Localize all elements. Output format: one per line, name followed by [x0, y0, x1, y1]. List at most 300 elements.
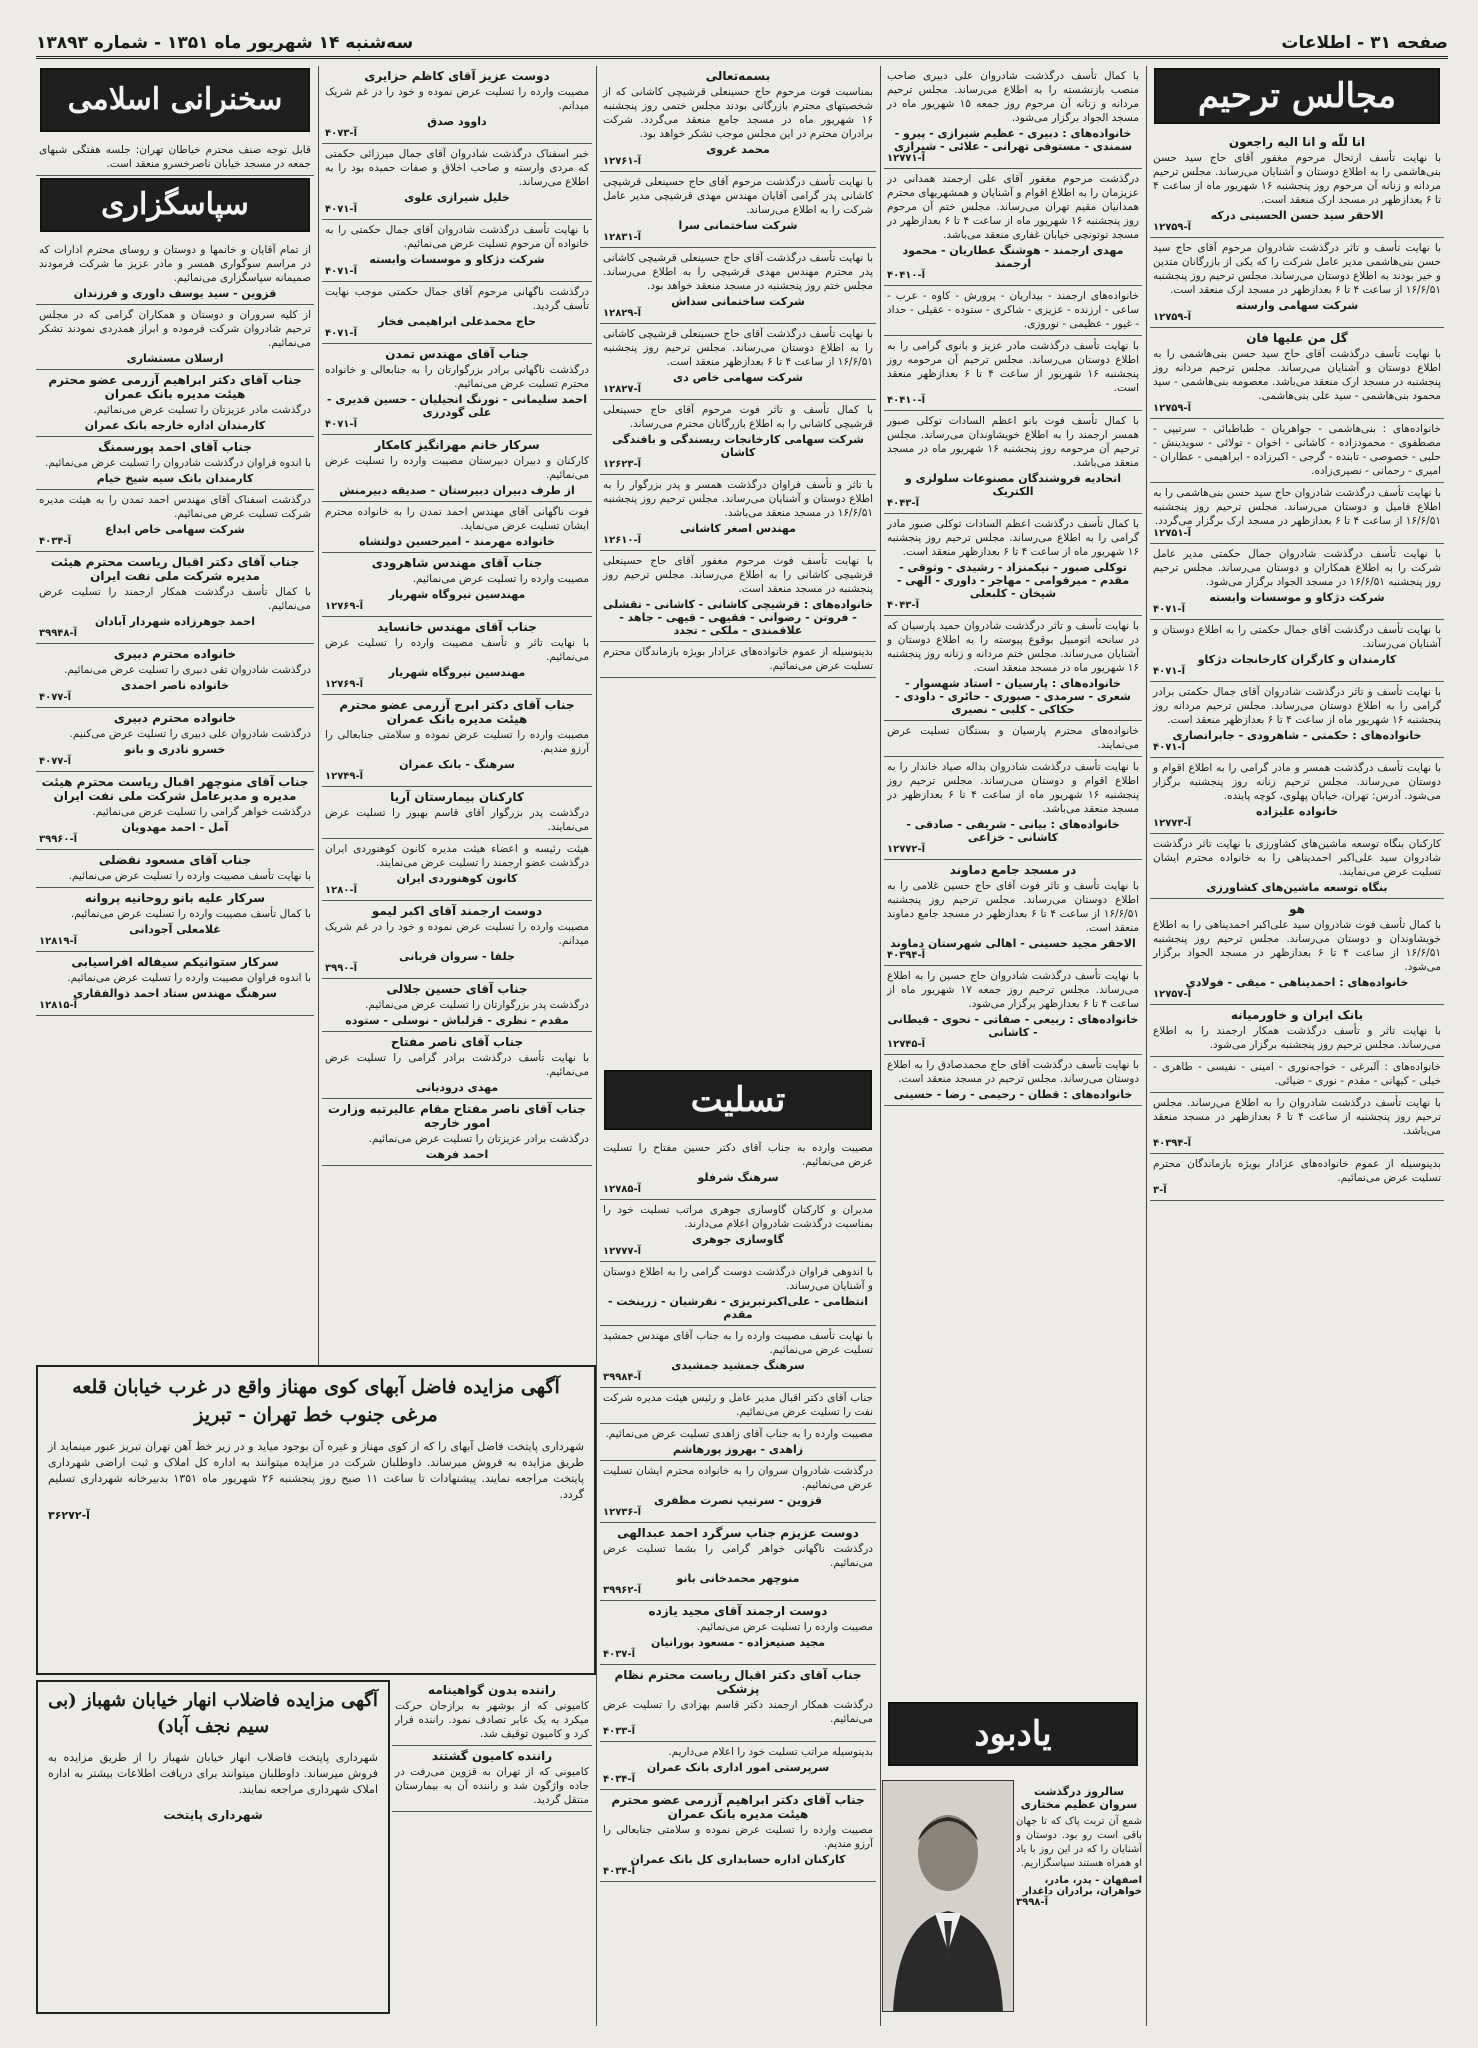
notice-signature: سرپرستی امور اداری بانک عمران	[646, 1761, 830, 1774]
notice-code: آ-۴۰۴۳	[887, 600, 919, 611]
notice-entry	[600, 551, 876, 642]
notice-code: آ-۱۲۷۵۷	[1153, 989, 1192, 1000]
notice-body: مصیبت وارده به جناب آقای دکتر حسین مفتاح را تسلیت عرض می‌نمائیم.	[603, 1142, 873, 1168]
notice-body: با نهایت تأسف درگذشت همسر و مادر گرامی را به اطلاع اقوام و دوستان می‌رساند. مجلس ترحیم زنانه روز پنجشنبه برگزار می‌شود. آدرس: تهران، خیابان پهلوی، کوچه پاینده.	[1153, 762, 1441, 802]
notice-body: درگذشت ناگهانی خواهر گرامی را بشما تسلیت عرض می‌نمائیم.	[603, 1543, 873, 1569]
notice-code: آ-۴۰۷۱	[1153, 666, 1185, 677]
notice-body: مصیبت وارده را تسلیت عرض نموده و خود را در غم شریک میدانم.	[325, 86, 589, 112]
notice-code: آ-۴۰۳۹۴	[887, 950, 926, 961]
notice-body: با کمال تأسف مصیبت وارده را تسلیت عرض می‌نمائیم.	[70, 908, 311, 920]
notice-body: قابل توجه صنف محترم خیاطان تهران: جلسه هفتگی شبهای جمعه در مسجد خیابان ناصرخسرو منعقد است.	[39, 144, 311, 170]
notice-entry	[322, 502, 592, 553]
notice-entry	[1150, 620, 1444, 682]
notice-code: آ-۱۲۷۵۹	[1153, 222, 1192, 233]
notice-code: آ-۱۲۷۶۹	[325, 601, 364, 612]
notice-body: درگذشت شادروان علی دبیری را تسلیت عرض می‌کنیم.	[69, 728, 311, 740]
notice-signature: مهدی ارجمند - هوشنگ عطاریان - محمود ارجمند	[902, 244, 1124, 270]
notice-signature: از طرف دبیران دبیرستان - صدیقه دبیرمنش	[339, 484, 575, 497]
news-item	[392, 1746, 592, 1812]
notice-body: با نهایت تأسف درگذشت مرحوم آقای حاج حسینعلی قرشیچی کاشانی پدر گرامی آقایان مهندس مهدی قرشیچی مدیر عامل شرکت را به اطلاع می‌رساند.	[603, 176, 873, 216]
notice-entry	[1150, 483, 1444, 544]
notice-body: درگذشت اسفناک آقای مهندس احمد تمدن را به هیئت مدیره شرکت تسلیت عرض می‌نمائیم.	[39, 494, 311, 520]
notice-entry	[1150, 834, 1444, 899]
notice-heading: جناب آقای حسین جلالی	[386, 982, 528, 996]
notice-body: هیئت رئیسه و اعضاء هیئت مدیره کانون کوهنوردی ایران درگذشت عضو ارجمند را تسلیت عرض می‌نمایند.	[325, 843, 589, 869]
news-body: کامیونی که از بوشهر به برازجان حرکت میکرد به یک عابر تصادف نمود. راننده فرار کرد و کامیون توقیف شد.	[395, 1700, 589, 1740]
notice-body: مصیبت وارده را تسلیت عرض نموده و سلامتی جنابعالی را آرزو مندیم.	[603, 1824, 873, 1850]
notice-signature: اتحادیه فروشندگان مصنوعات سلولزی و الکتریک	[904, 472, 1121, 498]
notice-signature: آمل - احمد مهدویان	[121, 821, 229, 834]
notice-body: درگذشت پدر بزرگوار آقای قاسم بهبور را تسلیت عرض می‌نمایند.	[325, 807, 589, 833]
notice-code: آ-۴۰۷۱	[325, 266, 357, 277]
notice-signature: قزوین - سرتیپ نصرت مظفری	[654, 1494, 822, 1507]
memorial-portrait	[882, 1780, 1014, 2012]
notice-heading: بانک ایران و خاورمیانه	[1230, 1008, 1364, 1022]
notice-signature: شرکت سهامی کارخانجات ریسندگی و بافندگی کاشان	[612, 433, 864, 459]
notice-entry	[1150, 1093, 1444, 1154]
notice-signature: شرکت ساختمانی سداش	[671, 295, 805, 308]
notice-signature: خانواده‌های : بیانی - شریفی - صادقی - کاشانی - خزاعی	[906, 818, 1120, 844]
notice-code: آ-۳	[1153, 1185, 1167, 1196]
notice-entry	[36, 370, 314, 437]
news-heading: راننده بدون گواهینامه	[428, 1683, 556, 1697]
column-rule	[880, 66, 881, 2026]
notice-code: آ-۱۲۷۷۳	[1153, 818, 1192, 829]
notice-entry	[1150, 758, 1444, 834]
notice-entry	[1150, 682, 1444, 758]
notice-entry	[322, 617, 592, 695]
notice-signature: خانواده‌های : احمدیناهی - میقی - فولادی	[1185, 976, 1409, 989]
notice-heading: جناب آقای مسعود نقضلی	[98, 853, 252, 867]
notice-body: با نهایت تأسف درگذشت شادروان حاج سید حسن بنی‌هاشمی را به اطلاع فامیل و دوستان می‌رساند. مجلس ترحیم روز پنجشنبه ۱۶/۶/۵۱ از ساعت ۴ تا ۶ بعدازظهر در مسجد ارک برگزار می‌گردد.	[1153, 487, 1441, 527]
notice-entry	[322, 220, 592, 282]
notice-body: با نهایت تاثر و تأسف مصیبت وارده را تسلیت عرض می‌نمائیم.	[325, 637, 589, 663]
notice-code: آ-۱۲۷۵۹	[1153, 403, 1192, 414]
notice-code: آ-۱۲۷۷۷	[603, 1246, 642, 1257]
notice-heading: سرکار ستوانیکم سیفاله افراسیابی	[71, 955, 279, 969]
notice-code: آ-۱۲۷۷۱	[887, 153, 926, 164]
notice-code: آ-۴۰۴۱۰	[887, 395, 926, 406]
notice-code: آ-۴۰۳۹۴	[1153, 1138, 1192, 1149]
notice-code: آ-۴۰۷۳	[325, 128, 357, 139]
notice-heading: خانواده محترم دبیری	[113, 647, 237, 661]
section-banner-majales: مجالس ترحیم	[1154, 68, 1440, 124]
notice-signature: توکلی صبور - نیکمنزاد - رشیدی - وثوقی - مقدم - میرقوامی - مهاجر - داوری - الهی - شیخان - کلبعلی	[896, 561, 1130, 600]
notice-entry	[1150, 899, 1444, 1005]
notice-signature: سرهنگ - بانک عمران	[399, 758, 515, 771]
news-body: کامیونی که از تهران به قزوین می‌رفت در جاده واژگون شد و راننده آن به بیمارستان منتقل گردید.	[395, 1766, 589, 1806]
notice-code: آ-۴۰۷۱	[1153, 604, 1185, 615]
notice-entry	[322, 66, 592, 144]
notice-heading: جناب آقای دکتر ابراهیم آزرمی عضو محترم هیئت مدیره بانک عمران	[611, 1793, 865, 1821]
notice-body: از تمام آقایان و خانمها و دوستان و روسای محترم ادارات که در مراسم سوگواری همسر و مادر عزیز ما شرکت فرمودند صمیمانه سپاسگزاری می‌نمائیم.	[39, 244, 311, 284]
notice-code: آ-۳۹۹۶۲	[603, 1585, 642, 1596]
notice-signature: خانواده علیزاده	[1255, 805, 1339, 818]
notice-code: آ-۳۹۹۴۸	[39, 628, 78, 639]
notice-entry	[36, 140, 314, 176]
section-banner-sokhanrani: سخنرانی اسلامی	[40, 68, 310, 132]
notice-code: آ-۱۲۷۸۵	[603, 1184, 642, 1195]
notice-heading: جناب آقای دکتر اقبال ریاست محترم نظام پزشکی	[614, 1668, 862, 1696]
notice-code: آ-۱۲۷۵۱	[1153, 528, 1192, 539]
notice-signature: خلیل شیرازی علوی	[404, 191, 510, 204]
notice-heading: جناب آقای مهندس خانساید	[377, 620, 537, 634]
notice-body: با نهایت تأسف درگذشت آقای حاج سید حسن بنی‌هاشمی را به اطلاع دوستان و آشنایان می‌رساند. مجلس ترحیم مردانه روز پنجشنبه در مسجد ارک منعقد می‌باشد. معصومه بنی‌هاشمی - سید محمود بنی‌هاشمی - سید علی بنی‌هاشمی.	[1153, 348, 1441, 402]
notice-code: آ-۱۲۸۰	[325, 885, 357, 896]
notice-body: مصیبت وارده را تسلیت عرض می‌نمائیم.	[412, 573, 589, 585]
notice-entry	[322, 787, 592, 839]
notice-code: آ-۱۲۸۳۱	[603, 232, 642, 243]
memorial-name: سالروز درگذشت سروان عظیم مختاری	[1020, 1785, 1138, 1811]
notice-signature: شرکت دژکاو و موسسات وابسته	[1209, 591, 1385, 604]
notice-entry	[884, 336, 1142, 411]
notice-entry	[36, 644, 314, 708]
notice-body: کارکنان بنگاه توسعه ماشین‌های کشاورزی با نهایت تاثر درگذشت شادروان سید علی‌اکبر احمدیناهی را به خانواده محترم ایشان تسلیت عرض می‌نمایند.	[1153, 838, 1441, 878]
column-rule	[1146, 66, 1147, 2026]
notice-code: آ-۱۲۷۳۶	[603, 1507, 642, 1518]
notice-signature: خانواده‌های : قطان - رحیمی - رضا - حسینی	[893, 1088, 1133, 1101]
notice-entry	[600, 1461, 876, 1523]
notice-entry	[1150, 132, 1444, 238]
auction-2-sign: شهرداری پایتخت	[163, 1808, 263, 1822]
notice-entry	[884, 514, 1142, 616]
notice-body: با اندوهی فراوان درگذشت دوست گرامی را به اطلاع دوستان و آشنایان می‌رساند.	[603, 1266, 873, 1292]
notice-entry	[884, 966, 1142, 1055]
notice-code: آ-۱۲۷۴۹	[325, 771, 364, 782]
auction-2-body: شهرداری پایتخت فاضلاب انهار خیابان شهباز را از طریق مزایده به فروش میرساند. داوطلبان میتوانند برای دریافت اطلاعات بیشتر به اداره املاک شهرداری مراجعه نمایند.	[48, 1751, 378, 1796]
notice-entry	[884, 286, 1142, 336]
portrait-image	[883, 1781, 1013, 2011]
section-banner-yadbud: یادبود	[888, 1702, 1138, 1766]
auction-1-body: شهرداری پایتخت فاضل آبهای را که از کوی مهناز و غیره آن بوجود میاید و در زیر خط آهن تهران تبریز عبور مینماید از طریق مزایده به فروش میرساند. داوطلبان شرکت در مزایده میتوانند به اداره کل املاک و ثبت اراضی شهرداری پایتخت مراجعه نمایند. پیشنهادات تا ساعت ۱۱ صبح روز پنجشنبه ۲۶ شهریور ماه ۱۳۵۱ بدبیرخانه شهرداری تسلیم گردد.	[48, 1440, 584, 1501]
notice-heading: جناب آقای ناصر مفتاح	[390, 1035, 524, 1049]
notice-body: با نهایت تأسف درگذشت مادر عزیز و بانوی گرامی را به اطلاع دوستان می‌رساند. مجلس ترحیم آن مرحومه روز پنجشنبه ۱۶ شهریور از ساعت ۴ تا ۶ بعدازظهر منعقد است.	[887, 340, 1140, 394]
notice-entry	[884, 1055, 1142, 1106]
notice-signature: کارمندان و کارگران کارخانجات دژکاو	[1197, 653, 1397, 666]
notice-code: آ-۴۰۳۳	[603, 1726, 635, 1737]
page-number: صفحه ۳۱ - اطلاعات	[1281, 33, 1448, 53]
notice-body: فوت ناگهانی آقای مهندس احمد تمدن را به خانواده محترم ایشان تسلیت عرض می‌نماید.	[325, 506, 589, 532]
column-majales	[1150, 66, 1444, 2026]
notice-body: با نهایت تأسف و تاثر درگذشت شادروان مرحوم آقای حاج سید حسن بنی‌هاشمی مدیر عامل شرکت را که یکی از بازرگانان متدین و خیر بودند به اطلاع دوستان می‌رساند. مجلس ترحیم روز پنجشنبه ۱۶/۶/۵۱ از ساعت ۴ تا ۶ بعدازظهر در مسجد ارک منعقد است.	[1153, 242, 1441, 296]
notice-heading: بسمه‌تعالی	[705, 69, 771, 83]
notice-entry	[600, 1388, 876, 1424]
notice-code: آ-۱۲۷۷۲	[887, 844, 926, 855]
notice-entry	[600, 1665, 876, 1742]
notice-heading: گل من علیها فان	[1246, 331, 1348, 345]
notice-signature: الاحقر سید حسن الحسینی درکه	[1210, 209, 1384, 222]
notice-entry	[884, 66, 1142, 169]
memorial-sign: اصفهان - پدر، مادر، خواهران، برادران داغدار	[1022, 1875, 1142, 1897]
notice-entry	[322, 695, 592, 787]
masthead	[36, 30, 1448, 59]
notice-code: آ-۱۲۷۵۹	[1153, 312, 1192, 323]
notice-body: بدینوسیله مراتب تسلیت خود را اعلام می‌داریم.	[668, 1746, 873, 1758]
notice-signature: زاهدی - بهروز پورهاشم	[672, 1443, 804, 1456]
notice-signature: قزوین - سید یوسف داوری و فرزندان	[73, 287, 277, 300]
notice-signature: مهندسین نیروگاه شهریار	[388, 666, 526, 679]
notice-heading: جناب آقای دکتر ابراهیم آزرمی عضو محترم هیئت مدیره بانک عمران	[48, 373, 302, 401]
notice-entry	[884, 616, 1142, 721]
notice-signature: مهندس اصغر کاشانی	[680, 522, 796, 535]
notice-heading: دوست عزیز آقای کاظم حزایری	[364, 69, 550, 83]
notice-body: بدینوسیله از عموم خانواده‌های عزادار بویژه بازماندگان محترم تسلیت عرض می‌نمائیم.	[1153, 1158, 1441, 1184]
notice-code: آ-۱۲۷۶۹	[325, 679, 364, 690]
notice-code: آ-۱۲۸۲۷	[603, 384, 642, 395]
notice-body: درگذشت مادر عزیزتان را تسلیت عرض می‌نمائیم.	[93, 404, 311, 416]
notice-signature: احمد سلیمانی - تورنگ انجیلیان - حسین قدیری - علی گودرزی	[326, 393, 587, 419]
notice-entry	[600, 1424, 876, 1461]
notice-body: با نهایت تأسف مصیبت وارده را به جناب آقای مهندس جمشید تسلیت عرض می‌نمائیم.	[603, 1330, 873, 1356]
notice-entry	[1150, 1057, 1444, 1093]
notice-entry	[600, 400, 876, 475]
notice-entry	[600, 642, 876, 678]
notice-body: با نهایت تأسف و تاثر درگذشت شادروان حمید پارسیان که در سانحه اتومبیل بوقوع پیوسته را به اطلاع دوستان و آشنایان می‌رساند. مجلس ختم مردانه و زنانه روز پنجشنبه ۱۶ شهریور ماه در مسجد منعقد است.	[887, 620, 1139, 674]
notice-heading: دوست عزیزم جناب سرگرد احمد عبدالهی	[617, 1526, 859, 1540]
news-item	[392, 1680, 592, 1746]
memorial-text	[1016, 1785, 1142, 2015]
news-column	[392, 1680, 592, 2010]
notice-body: با نهایت تأسف درگذشت شادروان بداله صیاد خاندار را به اطلاع اقوام و دوستان می‌رساند. مجلس ترحیم روز پنجشنبه ۱۶ شهریور ماه از ساعت ۴ تا ۶ بعدازظهر در مسجد منعقد می‌باشد.	[887, 761, 1140, 815]
notice-body: با نهایت تأسف درگذشت شادروان جمال حکمتی مدیر عامل شرکت را به اطلاع همکاران و دوستان می‌رساند. مجلس ترحیم روز پنجشنبه ۱۶/۶/۵۱ در مسجد الجواد برگزار می‌شود.	[1153, 548, 1441, 588]
notice-signature: خسرو نادری و بانو	[124, 743, 226, 756]
notice-body: با اندوه فراوان مصیبت وارده را تسلیت عرض می‌نمائیم.	[67, 972, 311, 984]
notice-entry	[600, 1601, 876, 1665]
notice-entry	[600, 1262, 876, 1326]
notice-code: آ-۴۰۳۴	[603, 1774, 635, 1785]
notice-entry	[36, 490, 314, 552]
column-four	[322, 66, 592, 1366]
notice-signature: مهدی درودیانی	[415, 1081, 499, 1094]
memorial-body: شمع آن تربت پاک که تا جهان باقی است رو بود. دوستان و آشنایان را که در این روز با یاد او همراه هستند سپاسگزاریم.	[1016, 1816, 1142, 1869]
notice-signature: شرکت سهامی خاص ابداع	[105, 523, 245, 536]
notice-signature: کارکنان اداره حسابداری کل بانک عمران	[630, 1853, 846, 1866]
notice-heading: کارکنان بیمارستان آریا	[390, 790, 524, 804]
notice-body: با اندوه فراوان درگذشت شادروان را تسلیت عرض می‌نمائیم.	[45, 457, 311, 469]
notice-code: آ-۱۲۸۱۹	[39, 936, 78, 947]
notice-signature: مقدم - نظری - قزلباش - نوسلی - ستوده	[345, 1014, 569, 1027]
notice-entry	[600, 324, 876, 400]
notice-entry	[322, 435, 592, 502]
notice-heading: جناب آقای دکتر اقبال ریاست محترم هیئت مدیره شرکت ملی نفت ایران	[50, 555, 300, 583]
notice-heading: در مسجد جامع دماوند	[949, 863, 1077, 877]
notice-signature: خانواده‌های : حکمتی - شاهرودی - جابرانصاری	[1172, 729, 1422, 742]
notice-entry	[884, 411, 1142, 514]
notice-body: با کمال تأسف درگذشت اعظم السادات توکلی صبور مادر گرامی را به اطلاع می‌رساند. مجلس ترحیم روز پنجشنبه ۱۶ شهریور ماه از ساعت ۴ تا ۶ بعدازظهر منعقد است.	[887, 518, 1139, 558]
notice-code: آ-۴۰۳۴	[603, 1866, 635, 1877]
news-heading: راننده کامیون گشتند	[431, 1749, 553, 1763]
notice-body: مصیبت وارده را تسلیت عرض می‌نمائیم.	[696, 1621, 873, 1633]
notice-entry	[1150, 1154, 1444, 1201]
notice-signature: محمد غروی	[706, 143, 770, 156]
notice-heading: جناب آقای مهندس شاهرودی	[371, 556, 543, 570]
notice-body: با نهایت تأسف فوت مرحوم مغفور آقای حاج حسینعلی قرشیچی کاشانی را به اطلاع می‌رساند. مجلس ترحیم روز پنجشنبه در مسجد منعقد است.	[603, 555, 873, 595]
notice-entry	[1150, 1005, 1444, 1057]
notice-signature: سرهنگ مهندس ستاد احمد ذوالفقاری	[73, 987, 277, 1000]
notice-signature: احمد جوهرزاده شهردار آبادان	[95, 615, 255, 628]
notice-entry	[600, 1326, 876, 1388]
notice-body: مصیبت وارده را تسلیت عرض نموده و خود را در غم شریک میدانم.	[325, 921, 589, 947]
notice-signature: احمد فرهت	[425, 1148, 489, 1161]
notice-signature: کارمندان بانک سیه شیخ خیام	[96, 472, 254, 485]
notice-signature: ارسلان مستشاری	[126, 352, 224, 365]
notice-body: درگذشت پدر بزرگوارتان را تسلیت عرض می‌نمائیم.	[365, 999, 589, 1011]
notice-signature: جلفا - سروان قربانی	[399, 950, 515, 963]
notice-entry	[36, 708, 314, 772]
notice-heading: خانواده محترم دبیری	[113, 711, 237, 725]
notice-entry	[1150, 544, 1444, 620]
notice-code: آ-۴۰۷۷	[39, 692, 71, 703]
notice-entry	[600, 475, 876, 551]
notice-entry	[600, 1790, 876, 1882]
notice-code: آ-۳۹۹۰	[325, 963, 357, 974]
notice-entry	[600, 248, 876, 324]
notice-body: درگذشت ناگهانی برادر بزرگوارتان را به جنابعالی و خانواده محترم تسلیت عرض می‌نمائیم.	[325, 364, 589, 390]
notice-entry	[322, 1099, 592, 1166]
notice-body: با نهایت تأسف و تاثر درگذشت شادروان آقای جمال حکمتی برادر گرامی را به اطلاع دوستان می‌رساند. مجلس ترحیم مردانه روز پنجشنبه ۱۶ شهریور ماه از ساعت ۴ تا ۶ بعدازظهر منعقد است.	[1153, 686, 1441, 726]
notice-body: بمناسبت فوت مرحوم حاج حسینعلی قرشیچی کاشانی که از شخصیتهای محترم بازرگانی بودند مجلس ختمی روز پنجشنبه ۱۶ شهریور ماه در مسجد جامع منعقد می‌گردد. شرکت برادران محترم در این مجلس موجب تشکر خواهد بود.	[603, 86, 873, 140]
notice-body: با کمال تأسف درگذشت شادروان علی دبیری صاحب منصب بازنشسته را به اطلاع می‌رساند. مجلس ترحیم مردانه و زنانه آن مرحوم روز جمعه ۱۵ شهریور ماه در مسجد الجواد برگزار می‌شود.	[887, 70, 1139, 124]
notice-body: با کمال تأسف درگذشت همکار ارجمند را تسلیت عرض می‌نمائیم.	[39, 586, 311, 612]
notice-heading: جناب آقای منوچهر اقبال ریاست محترم هیئت مدیره و مدیرعامل شرکت ملی نفت ایران	[41, 775, 309, 803]
notice-entry	[600, 1523, 876, 1601]
notice-signature: شرکت دژکاو و موسسات وابسته	[369, 253, 545, 266]
notice-heading: سرکار خانم مهرانگیز کامکار	[374, 438, 540, 452]
notice-entry	[322, 144, 592, 220]
notice-body: با نهایت تأسف درگذشت آقای حاج محمدصادق را به اطلاع دوستان می‌رساند. مجلس ترحیم در مسجد منعقد است.	[887, 1059, 1139, 1085]
notice-code: آ-۴۰۷۱	[325, 419, 357, 430]
notice-entry	[884, 860, 1142, 966]
memorial-header	[884, 1700, 1142, 1780]
notice-signature: حاج محمدعلی ابراهیمی فخار	[378, 315, 536, 328]
notice-body: خانواده‌های محترم پارسیان و بستگان تسلیت عرض می‌نمایند.	[887, 725, 1139, 751]
notice-body: با نهایت تأسف ارتحال مرحوم مغفور آقای حاج سید حسن بنی‌هاشمی را به اطلاع دوستان و آشنایان می‌رساند. مجلس ترحیم مردانه و زنانه آن مرحوم روز پنجشنبه ۱۶ شهریور ماه از ساعت ۴ تا ۶ بعدازظهر در مسجد ارک منعقد است.	[1153, 152, 1442, 206]
notice-signature: خانواده‌های : ربیعی - صفاتی - نحوی - قیطانی - کاشانی	[887, 1013, 1139, 1039]
notice-signature: شرکت سهامی خاص دی	[673, 371, 803, 384]
notice-entry	[1150, 328, 1444, 419]
notice-heading: جناب آقای ناصر مفتاح مقام عالیرتبه وزارت امور خارجه	[328, 1102, 586, 1130]
notice-entry	[600, 172, 876, 248]
notice-entry	[1150, 419, 1444, 483]
notice-body: خبر اسفناک درگذشت شادروان آقای جمال میرزائی حکمتی که مردی وارسته و صاحب اخلاق و صفات حمیده بود را به اطلاع می‌رساند.	[325, 148, 589, 188]
notice-signature: انتظامی - علی‌اکبرتبریزی - نقرشیان - زرینخت - مقدم	[608, 1295, 868, 1321]
issue-date: سه‌شنبه ۱۴ شهریور ماه ۱۳۵۱ - شماره ۱۳۸۹۳	[36, 33, 414, 53]
notice-entry	[884, 757, 1142, 860]
notice-entry	[884, 169, 1142, 286]
notice-entry	[322, 553, 592, 617]
notice-signature: گاوسازی جوهری	[692, 1233, 784, 1246]
notice-body: از کلیه سروران و دوستان و همکاران گرامی که در مجلس ترحیم شادروان شرکت فرموده و ابراز همدردی نمودند تشکر می‌نمائیم.	[39, 309, 311, 349]
notice-entry	[36, 952, 314, 1016]
notice-body: با کمال تأسف فوت بانو اعظم السادات توکلی صبور همسر ارجمند را به اطلاع خویشاوندان می‌رساند. مجلس ترحیم آن مرحومه روز پنجشنبه ۱۶ شهریور ماه در مسجد منعقد می‌باشد.	[887, 415, 1139, 469]
auction-1-code: آ-۳۶۲۷۲	[48, 1509, 90, 1522]
notice-body: بدینوسیله از عموم خانواده‌های عزادار بویژه بازماندگان محترم تسلیت عرض می‌نمائیم.	[603, 646, 873, 672]
auction-1-title: آگهی مزایده فاضل آبهای کوی مهناز واقع در غرب خیابان قلعه مرغی جنوب خط تهران - تبریز	[72, 1376, 560, 1426]
notice-body: با نهایت تأسف درگذشت شادروان را به اطلاع می‌رساند. مجلس ترحیم روز پنجشنبه از ساعت ۴ تا ۶ بعدازظهر در مسجد منعقد می‌باشد.	[1153, 1097, 1441, 1137]
notice-code: آ-۴۰۷۱	[325, 328, 357, 339]
notice-entry	[322, 979, 592, 1032]
notice-code: آ-۳۹۹۶۰	[39, 834, 78, 845]
notice-body: با نهایت تاثر و تأسف درگذشت همکار ارجمند را به اطلاع می‌رساند. مجلس ترحیم روز پنجشنبه برگزار می‌شود.	[1153, 1025, 1441, 1051]
memorial-code: آ-۳۹۹۸	[1016, 1897, 1048, 1908]
notice-entry	[600, 66, 876, 172]
notice-code: آ-۴۰۷۷	[39, 756, 71, 767]
notice-heading: سرکار علیه بانو روحانیه پروانه	[84, 891, 266, 905]
notice-entry	[600, 1138, 876, 1200]
notice-body: با نهایت تأسف درگذشت شادروان حاج حسین را به اطلاع می‌رساند. مجلس ترحیم روز جمعه ۱۷ شهریور ماه از ساعت ۴ تا ۶ بعدازظهر برگزار می‌شود.	[887, 970, 1139, 1010]
notice-heading: جناب آقای مهندس تمدن	[385, 347, 529, 361]
notice-entry	[322, 839, 592, 901]
notice-body: مدیران و کارکنان گاوسازی جوهری مراتب تسلیت خود را بمناسبت درگذشت شادروان اعلام می‌دارند.	[603, 1204, 873, 1230]
notice-code: آ-۴۰۷۱	[1153, 742, 1185, 753]
notice-entry	[36, 305, 314, 370]
notice-code: آ-۱۲۷۴۵	[887, 1039, 926, 1050]
notice-body: درگذشت همکار ارجمند دکتر قاسم بهزادی را تسلیت عرض می‌نمائیم.	[603, 1699, 873, 1725]
notice-signature: کارمندان اداره خارجه بانک عمران	[84, 419, 266, 432]
notice-code: آ-۱۲۸۲۹	[603, 308, 642, 319]
notice-body: با نهایت تأسف درگذشت برادر گرامی را تسلیت عرض می‌نمائیم.	[325, 1052, 589, 1078]
notice-body: درگذشت خواهر گرامی را تسلیت عرض می‌نمائیم.	[92, 806, 311, 818]
notice-body: با نهایت تأسف درگذشت شادروان آقای جمال حکمتی را به خانواده آن مرحوم تسلیت عرض می‌نمائیم.	[325, 224, 589, 250]
notice-body: خانواده‌های : آلبرغی - خواجه‌نوری - امینی - نفیسی - طاهری - خیلی - کیهانی - مقدم - نوری - ضیائی.	[1153, 1061, 1441, 1087]
column-five	[36, 66, 314, 1366]
notice-signature: مجید صنیعزاده - مسعود بورانیان	[650, 1636, 826, 1649]
notice-entry	[36, 552, 314, 644]
notice-body: با نهایت تأسف درگذشت آقای جمال حکمتی را به اطلاع دوستان و آشنایان می‌رساند.	[1153, 624, 1441, 650]
notice-entry	[36, 888, 314, 952]
notice-signature: شرکت ساختمانی سرا	[678, 219, 798, 232]
notice-signature: مهندسین نیروگاه شهریار	[388, 588, 526, 601]
section-banner-tasliat: تسلیت	[604, 1070, 872, 1130]
notice-signature: خانواده‌های : دبیری - عظیم شیرازی - پیرو - سمندی - مستوفی تهرانی - علائی - شیرازی	[893, 127, 1133, 153]
notice-code: آ-۴۰۳۷	[603, 1649, 635, 1660]
auction-2-title: آگهی مزایده فاضلاب انهار خیابان شهباز (بی سیم نجف آباد)	[48, 1690, 378, 1737]
notice-code: آ-۱۲۸۱۵	[39, 1000, 78, 1011]
notice-entry	[1150, 238, 1444, 328]
notice-body: با نهایت تأسف مصیبت وارده را تسلیت عرض می‌نمائیم.	[68, 870, 311, 882]
notice-heading: دوست ارجمند آقای اکبر لیمو	[371, 904, 543, 918]
notice-signature: خانواده مهرمند - امیرحسین دولتشاه	[359, 535, 555, 548]
notice-entry	[36, 240, 314, 305]
notice-body: با کمال تأسف فوت شادروان سید علی‌اکبر احمدیناهی را به اطلاع خویشاوندان و دوستان می‌رساند. مجلس ترحیم روز پنجشنبه ۱۶/۶/۵۱ از ساعت ۴ تا ۶ بعدازظهر در مسجد الجواد برگزار می‌شود.	[1153, 919, 1441, 973]
notice-body: با نهایت تأسف درگذشت آقای حاج حسینعلی قرشیچی کاشانی پدر محترم مهندس مهدی قرشیچی را به اطلاع می‌رساند. مجلس ختم روز پنجشنبه در مسجد منعقد خواهد بود.	[603, 252, 873, 292]
notice-entry	[322, 344, 592, 435]
notice-signature: خانواده‌های : پارسیان - استاد شهسوار - شعری - سرمدی - صبوری - حائری - داودی - حکاکی - کلبی - نصیری	[895, 677, 1131, 716]
notice-entry	[600, 1742, 876, 1790]
notice-signature: خانواده‌های : قرشیچی کاشانی - کاشانی - تقشلی - فروتن - رضوانی - فقیهی - قیهی - جاهد - علاقمندی - ملکی - تجدد	[603, 598, 873, 637]
column-three	[600, 66, 876, 2026]
notice-heading: جناب آقای دکتر ابرج آزرمی عضو محترم هیئت مدیره بانک عمران	[339, 698, 575, 726]
notice-entry	[36, 850, 314, 888]
notice-code: آ-۴۰۳۴	[39, 536, 71, 547]
notice-code: آ-۴۰۴۱۰	[887, 270, 926, 281]
notice-heading: دوست ارجمند آقای مجید یازده	[648, 1604, 828, 1618]
auction-notice-2	[36, 1680, 390, 2014]
notice-body: جناب آقای دکتر اقبال مدیر عامل و رئیس هیئت مدیره شرکت نفت را تسلیت عرض می‌نمائیم.	[603, 1392, 873, 1418]
column-rule	[596, 66, 597, 2026]
notice-body: درگذشت شادروان تقی دبیری را تسلیت عرض می‌نمائیم.	[64, 664, 311, 676]
notice-signature: غلامعلی آجودانی	[129, 923, 221, 936]
notice-code: آ-۴۰۷۱	[325, 204, 357, 215]
notice-code: آ-۱۲۷۶۱	[603, 156, 642, 167]
notice-body: درگذشت مرحوم مغفور آقای علی ارجمند همدانی در عزیزمان را به اطلاع اقوام و آشنایان و همشهریهای محترم همدانیان مقیم تهران می‌رساند. مجلس ختم آن مرحوم روز پنجشنبه ۱۶ شهریور ماه از ساعت ۴ تا ۶ بعدازظهر در مسجد توتونچی خیابان غفاری منعقد می‌باشد.	[887, 173, 1140, 241]
notice-body: درگذشت برادر عزیزتان را تسلیت عرض می‌نمائیم.	[368, 1133, 589, 1145]
notice-body: مصیبت وارده را تسلیت عرض نموده و سلامتی جنابعالی را آرزو مندیم.	[325, 729, 589, 755]
notice-heading: هو	[1289, 902, 1305, 916]
notice-body: با نهایت تأسف و تاثر فوت آقای حاج حسین غلامی را به اطلاع دوستان می‌رساند. مجلس ترحیم روز پنجشنبه ۱۶/۶/۵۱ از ساعت ۴ تا ۶ بعدازظهر در مسجد جامع دماوند منعقد است.	[887, 880, 1139, 934]
notice-entry	[322, 282, 592, 344]
auction-notice-1	[36, 1365, 596, 1675]
